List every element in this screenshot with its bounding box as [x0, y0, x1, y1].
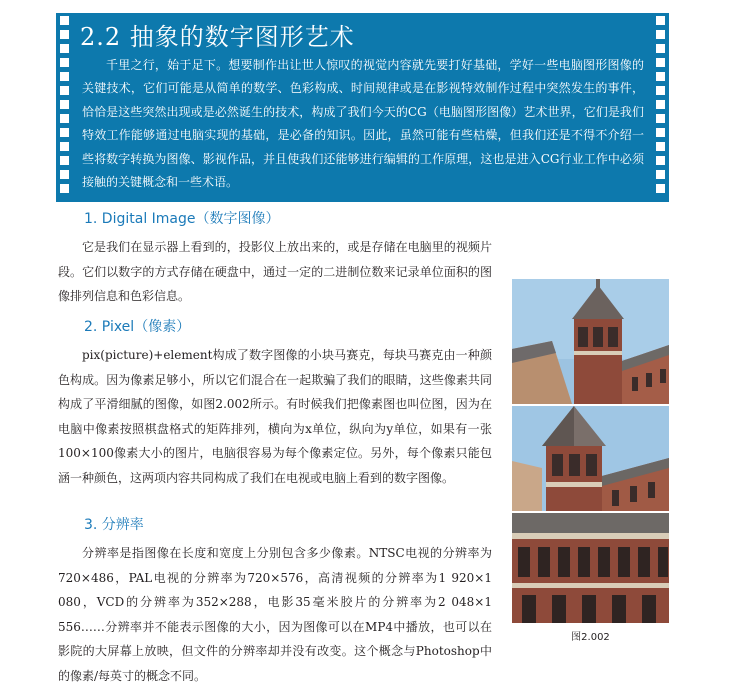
tower-photo-wide — [512, 279, 669, 404]
tower-photo-closeup — [512, 513, 669, 623]
paragraph-resolution: 分辨率是指图像在长度和宽度上分别包含多少像素。NTSC电视的分辨率为720×486，PAL电视的分辨率为720×576，高清视频的分辨率为1 920×1 080，VCD的分辨率为352×288，电影35毫米胶片的分辨率为2 048×1 556……分辨率并不能表示图像的大小，因为图像可以在MP4中播放，也可以在影院的大屏幕上放映，但文件的分辨率却并没有改变。这个概念与Photoshop中的像素/每英寸的概念不同。 — [58, 546, 492, 683]
heading-resolution: 3. 分辨率 — [84, 517, 144, 533]
paragraph-digital-image: 它是我们在显示器上看到的，投影仪上放出来的，或是存储在电脑里的视频片段。它们以数字的方式存储在硬盘中，通过一定的二进制位数来记录单位面积的图像排列信息和色彩信息。 — [58, 240, 492, 303]
film-perforation-left — [57, 13, 72, 202]
film-perforation-right — [653, 13, 668, 202]
intro-paragraph: 千里之行，始于足下。想要制作出让世人惊叹的视觉内容就先要打好基础，学好一些电脑图形图像的关键技术，它们可能是从简单的数学、色彩构成、时间规律或是在影视特效制作过程中突然发生的事件，恰恰是这些突然出现或是必然诞生的技术，构成了我们今天的CG（电脑图形图像）艺术世界，它们是我们特效工作能够通过电脑实现的基础，是必备的知识。因此，虽然可能有些枯燥，但我们还是不得不介绍一些将数字转换为图像、影视作品，并且使我们还能够进行编辑的工作原理，这也是进入CG行业工作中必须接触的关键概念和一些术语。 — [82, 58, 644, 190]
intro-banner — [56, 13, 669, 202]
section-title: 2.2 抽象的数字图形艺术 — [80, 23, 355, 51]
figure-caption: 图2.002 — [571, 632, 610, 643]
heading-digital-image: 1. Digital Image（数字图像） — [84, 211, 280, 227]
heading-pixel: 2. Pixel（像素） — [84, 319, 191, 335]
tower-photo-medium — [512, 406, 669, 511]
paragraph-pixel: pix(picture)+element构成了数字图像的小块马赛克，每块马赛克由一种颜色构成。因为像素足够小，所以它们混合在一起欺骗了我们的眼睛，这些像素共同构成了平滑细腻的图像，如图2.002所示。有时候我们把像素图也叫位图，因为在电脑中像素按照棋盘格式的矩阵排列，横向为x单位，纵向为y单位，如果有一张100×100像素大小的图片，电脑很容易为每个像素定位。另外，每个像素只能包涵一种颜色，这两项内容共同构成了我们在电视或电脑上看到的数字图像。 — [58, 348, 492, 485]
